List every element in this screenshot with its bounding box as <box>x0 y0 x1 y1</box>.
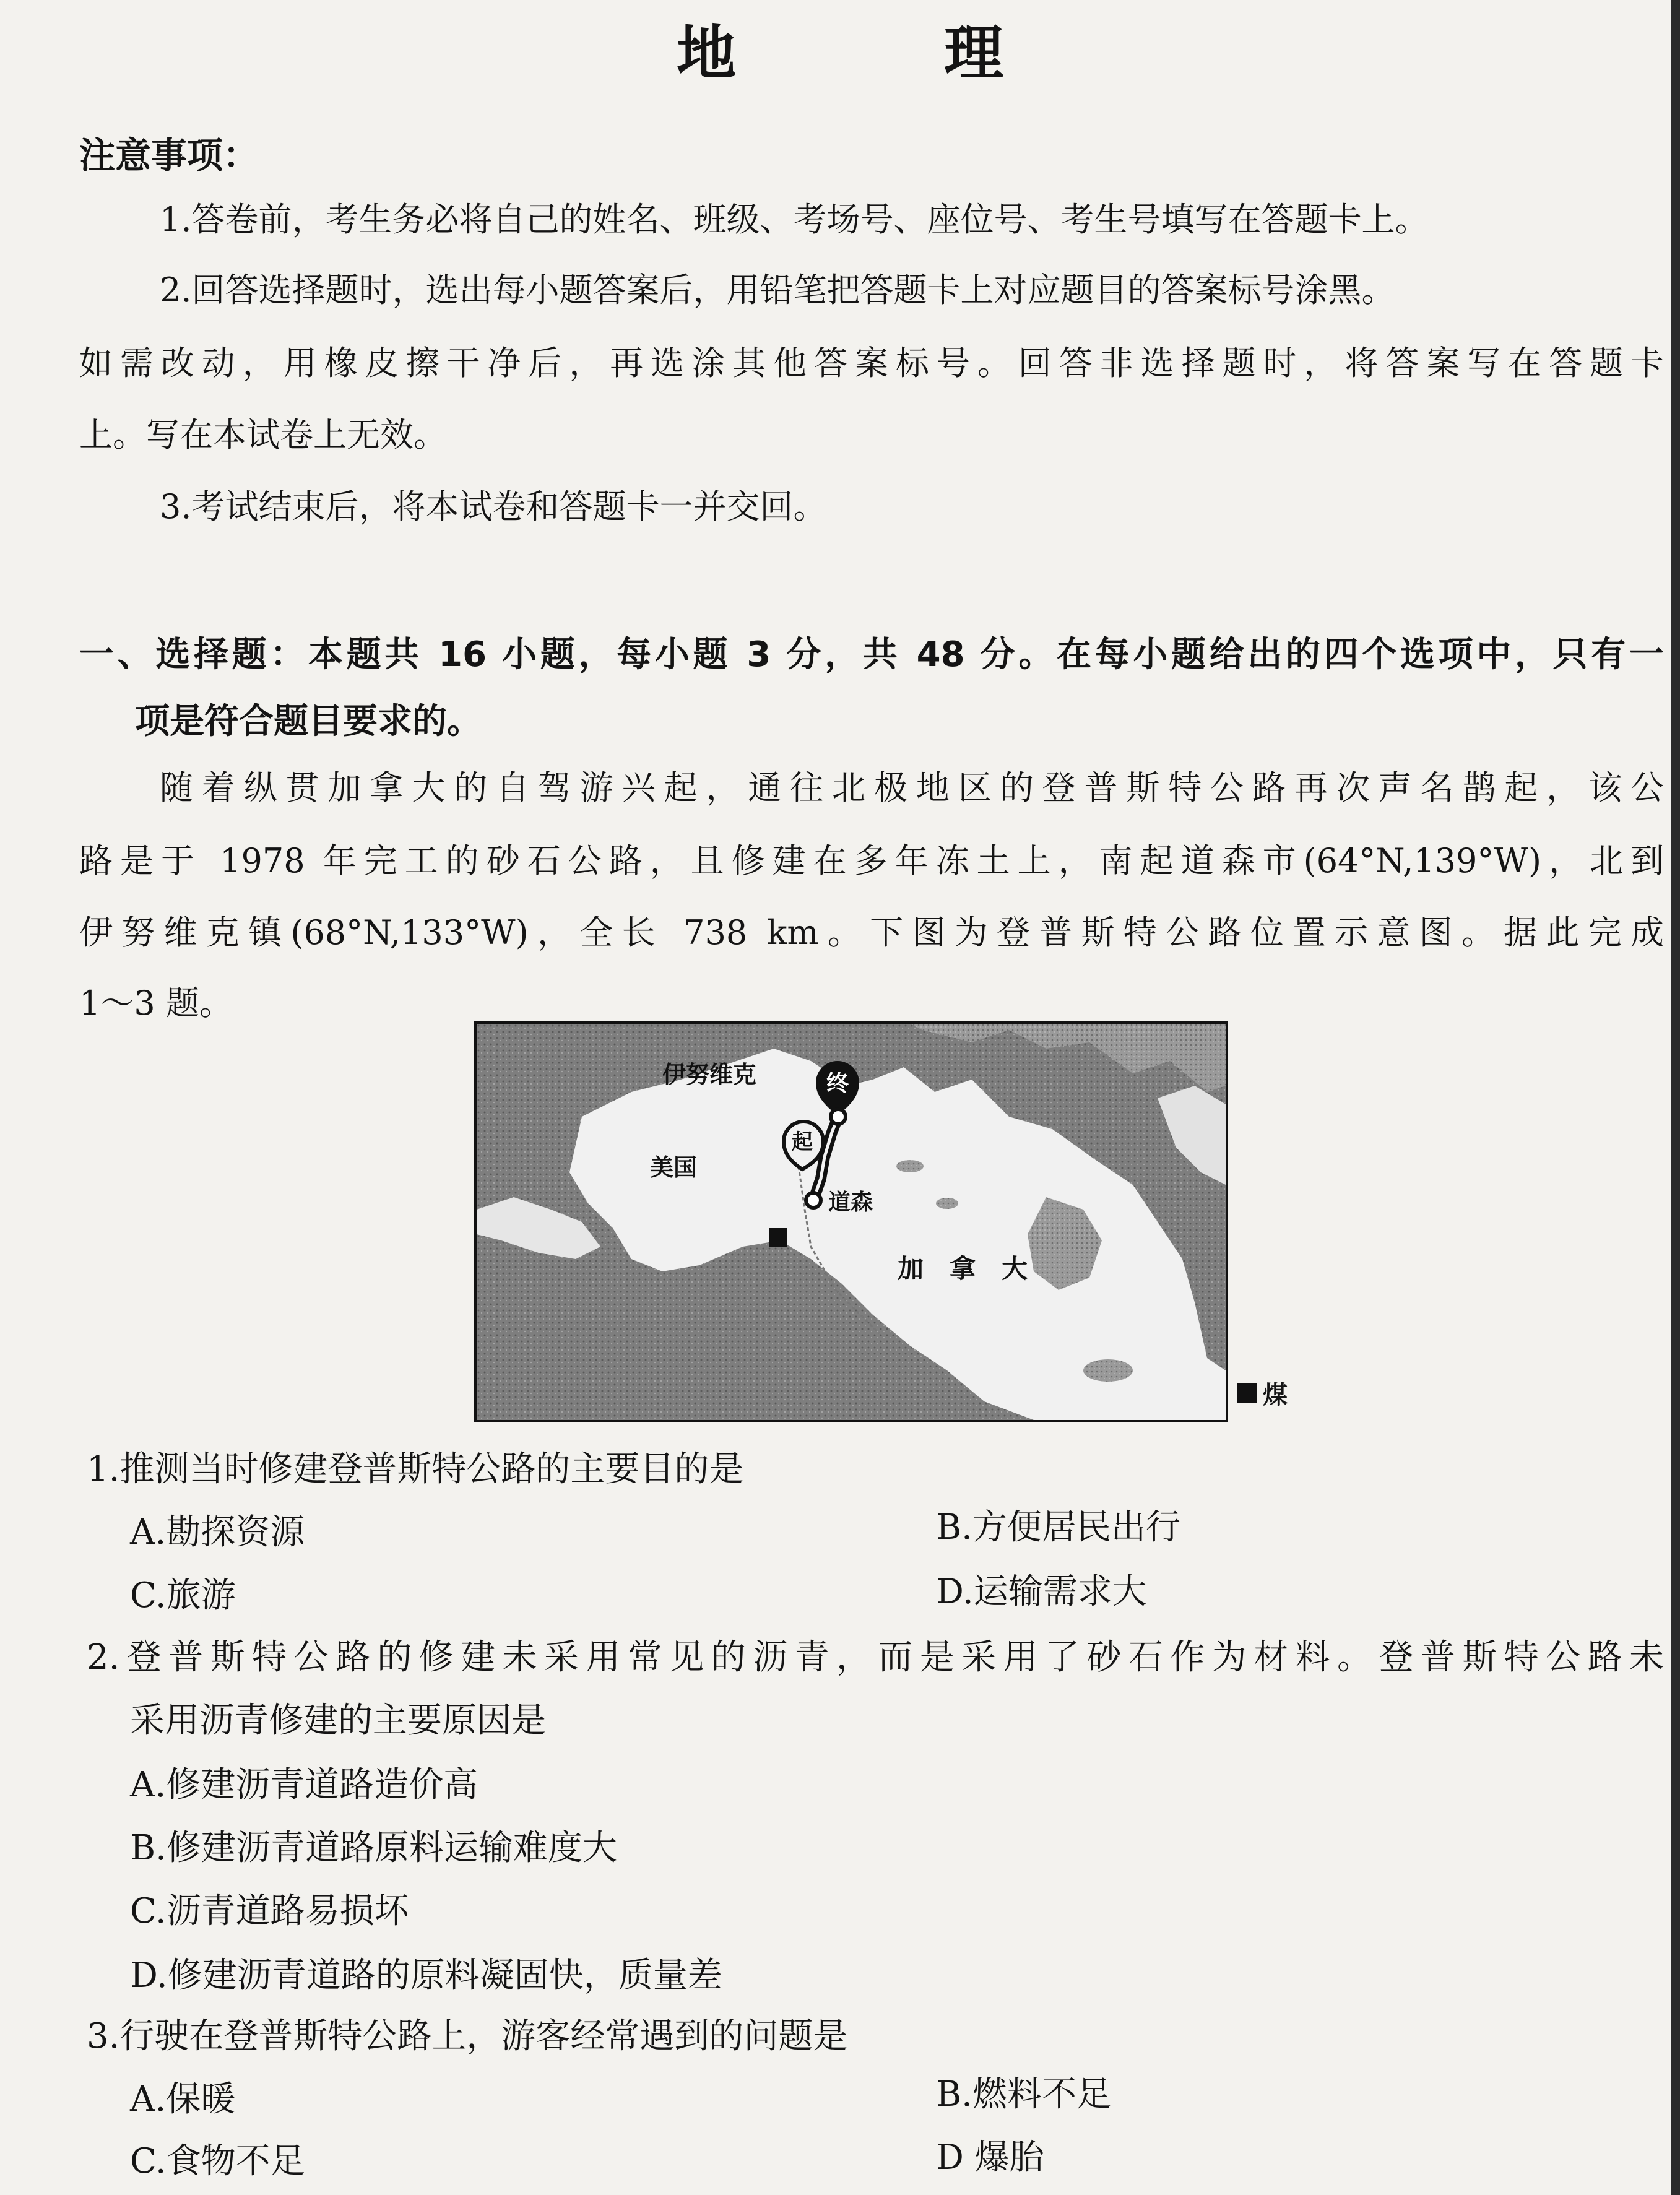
question-2-stem-cont: 采用沥青修建的主要原因是 <box>130 1700 546 1741</box>
page-edge-shadow <box>1671 0 1680 2195</box>
question-1-option-b: B.方便居民出行 <box>936 1507 1180 1548</box>
passage-line-2: 路是于 1978 年完工的砂石公路，且修建在多年冻土上，南起道森市(64°N,139°W)，北到 <box>79 841 1664 880</box>
lake <box>936 1198 958 1209</box>
question-1-option-a: A.勘探资源 <box>130 1512 305 1552</box>
notice-heading: 注意事项： <box>79 134 259 176</box>
question-2-option-a: A.修建沥青道路造价高 <box>130 1765 478 1805</box>
lake <box>896 1160 924 1172</box>
label-dawson: 道森 <box>828 1190 873 1215</box>
question-2-option-b: B.修建沥青道路原料运输难度大 <box>130 1828 617 1868</box>
section-heading: 一、选择题：本题共 16 小题，每小题 3 分，共 48 分。在每小题给出的四个选项中，只有一 <box>79 634 1664 675</box>
question-3-option-d: D 爆胎 <box>936 2137 1044 2178</box>
passage-line-1: 随着纵贯加拿大的自驾游兴起，通往北极地区的登普斯特公路再次声名鹊起，该公 <box>160 768 1664 807</box>
question-3-stem: 3.行驶在登普斯特公路上，游客经常遇到的问题是 <box>87 2016 848 2056</box>
start-marker-label: 起 <box>792 1130 813 1154</box>
end-marker-label: 终 <box>826 1071 849 1096</box>
notice-item-2: 2.回答选择题时，选出每小题答案后，用铅笔把答题卡上对应题目的答案标号涂黑。 <box>160 271 1395 310</box>
inuvik-point <box>831 1109 846 1124</box>
question-1-option-c: C.旅游 <box>130 1575 236 1616</box>
label-canada: 加 拿 大 <box>898 1253 1028 1284</box>
dempster-highway-map <box>474 1021 1228 1422</box>
question-1-option-d: D.运输需求大 <box>936 1572 1147 1612</box>
section-heading-cont: 项是符合题目要求的。 <box>135 701 482 742</box>
question-3-option-b: B.燃料不足 <box>936 2074 1111 2115</box>
coal-marker <box>769 1228 787 1247</box>
question-3-option-a: A.保暖 <box>130 2079 236 2119</box>
lake <box>1083 1359 1133 1382</box>
notice-item-1: 1.答卷前，考生务必将自己的姓名、班级、考场号、座位号、考生号填写在答题卡上。 <box>160 200 1429 239</box>
notice-item-2-cont: 如需改动，用橡皮擦干净后，再选涂其他答案标号。回答非选择题时，将答案写在答题卡 <box>79 344 1664 383</box>
coal-legend-icon <box>1237 1383 1257 1403</box>
map-legend <box>1237 1375 1288 1411</box>
question-2-stem: 2.登普斯特公路的修建未采用常见的沥青，而是采用了砂石作为材料。登普斯特公路未 <box>87 1637 1664 1678</box>
page-title: 地 理 <box>677 19 1078 88</box>
question-1-stem: 1.推测当时修建登普斯特公路的主要目的是 <box>87 1449 744 1489</box>
passage-line-3: 伊努维克镇(68°N,133°W)，全长 738 km。下图为登普斯特公路位置示意图。据此完成 <box>79 913 1664 952</box>
question-2-option-d: D.修建沥青道路的原料凝固快，质量差 <box>130 1955 722 1996</box>
question-3-option-c: C.食物不足 <box>130 2141 305 2181</box>
passage-line-4: 1～3 题。 <box>79 984 233 1023</box>
question-2-option-c: C.沥青道路易损坏 <box>130 1891 409 1931</box>
notice-item-2-end: 上。写在本试卷上无效。 <box>79 415 447 454</box>
coal-legend-label: 煤 <box>1263 1381 1288 1409</box>
notice-item-3: 3.考试结束后，将本试卷和答题卡一并交回。 <box>160 487 827 526</box>
label-usa: 美国 <box>650 1154 698 1181</box>
dawson-point <box>806 1193 821 1208</box>
label-inuvik: 伊努维克 <box>662 1061 757 1088</box>
